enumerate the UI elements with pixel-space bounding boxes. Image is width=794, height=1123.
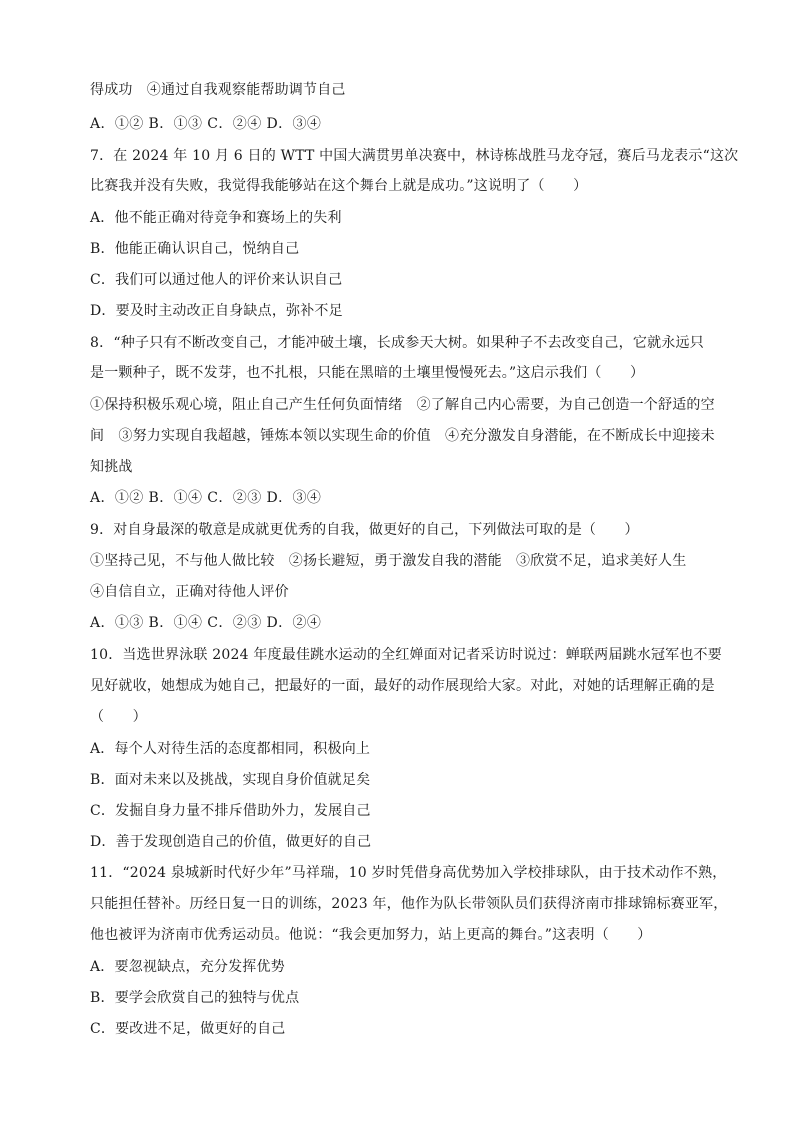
question-7-option-c: C．我们可以通过他人的评价来认识自己 [90,272,343,288]
question-10-option-b: B．面对未来以及挑战，实现自身价值就足矣 [90,772,371,788]
question-8-stem-cont: 是一颗种子，既不发芽，也不扎根，只能在黑暗的土壤里慢慢死去。”这启示我们（ ） [90,365,645,381]
question-8-stem: 8．“种子只有不断改变自己，才能冲破土壤，长成参天大树。如果种子不去改变自己，它就永远只 [90,335,704,351]
question-9-stem: 9．对自身最深的敬意是成就更优秀的自我，做更好的自己，下列做法可取的是（ ） [90,522,639,538]
question-7-stem: 7．在 2024 年 10 月 6 日的 WTT 中国大满贯男单决赛中，林诗栋战胜马龙夺冠，赛后马龙表示“这次 [90,148,739,164]
question-9-options: A．①③ B．①④ C．②③ D．②④ [90,615,322,631]
question-11-stem: 11．“2024 泉城新时代好少年”马祥瑞，10 岁时凭借身高优势加入学校排球队，由于技术动作不熟， [90,865,727,881]
question-9-statements-cont: ④自信自立，正确对待他人评价 [90,584,289,600]
question-11-stem-end: 他也被评为济南市优秀运动员。他说：“我会更加努力，站上更高的舞台。”这表明（ ） [90,927,652,943]
question-10-answer-blank: （ ） [90,709,147,725]
question-11-option-b: B．要学会欣赏自己的独特与优点 [90,990,300,1006]
question-7-option-b: B．他能正确认识自己，悦纳自己 [90,241,300,257]
question-11-option-c: C．要改进不足，做更好的自己 [90,1021,286,1037]
question-9-statements: ①坚持己见，不与他人做比较 ②扬长避短，勇于激发自我的潜能 ③欣赏不足，追求美好人生 [90,553,687,569]
question-8-options: A．①② B．①④ C．②③ D．③④ [90,490,322,506]
question-7-option-a: A．他不能正确对待竞争和赛场上的失利 [90,210,342,226]
question-10-option-d: D．善于发现创造自己的价值，做更好的自己 [90,834,372,850]
question-10-option-c: C．发掘自身力量不排斥借助外力，发展自己 [90,803,371,819]
question-8-statements-cont: 间 ③努力实现自我超越，锤炼本领以实现生命的价值 ④充分激发自身潜能，在不断成长中迎接未 [90,428,715,444]
question-7-stem-cont: 比赛我并没有失败，我觉得我能够站在这个舞台上就是成功。”这说明了（ ） [90,178,588,194]
question-8-statements-end: 知挑战 [90,459,133,475]
question-10-stem: 10．当选世界泳联 2024 年度最佳跳水运动的全红婵面对记者采访时说过：蝉联两届跳水冠军也不要 [90,647,722,663]
question-10-stem-cont: 见好就收，她想成为她自己，把最好的一面，最好的动作展现给大家。对此，对她的话理解正确的是 [90,678,715,694]
question-8-statements: ①保持积极乐观心境，阻止自己产生任何负面情绪 ②了解自己内心需要，为自己创造一个舒适的空 [90,397,715,413]
text-line: 得成功 ④通过自我观察能帮助调节自己 [90,82,346,98]
question-7-option-d: D．要及时主动改正自身缺点，弥补不足 [90,303,343,319]
question-10-option-a: A．每个人对待生活的态度都相同，积极向上 [90,741,371,757]
question-11-option-a: A．要忽视缺点，充分发挥优势 [90,959,285,975]
answer-options: A．①② B．①③ C．②④ D．③④ [90,116,322,132]
question-11-stem-cont: 只能担任替补。历经日复一日的训练，2023 年，他作为队长带领队员们获得济南市排球锦标赛亚军， [90,896,728,912]
